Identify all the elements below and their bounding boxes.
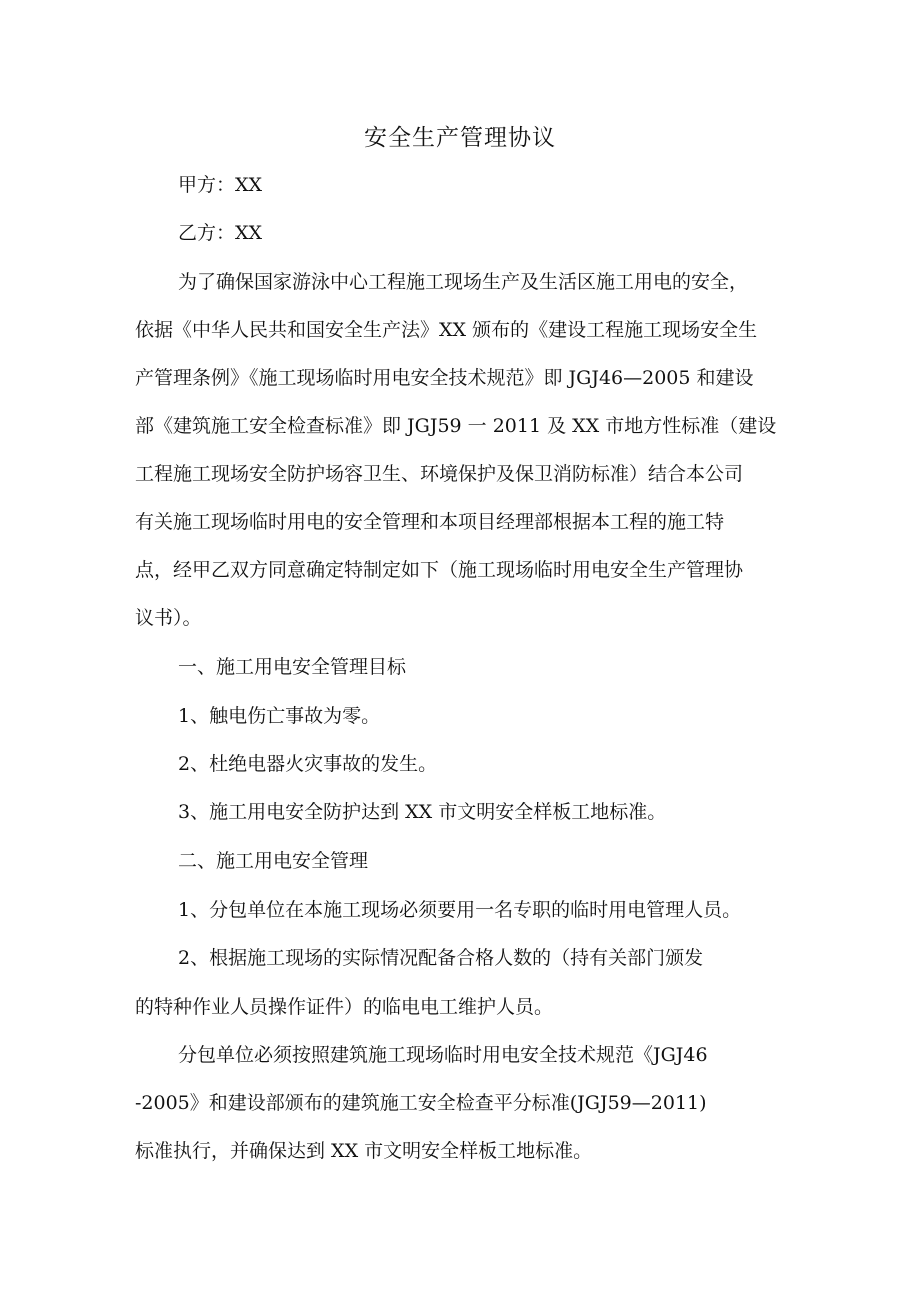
list-item: 2、杜绝电器火灾事故的发生。	[178, 753, 438, 775]
list-item: 1、触电伤亡事故为零。	[178, 705, 381, 727]
party-a: 甲方：XX	[178, 174, 263, 196]
party-b: 乙方：XX	[178, 222, 263, 244]
list-item: 3、施工用电安全防护达到 XX 市文明安全样板工地标准。	[178, 801, 667, 823]
intro-line: 依据《中华人民共和国安全生产法》XX 颁布的《建设工程施工现场安全生	[135, 319, 758, 341]
intro-line: 有关施工现场临时用电的安全管理和本项目经理部根据本工程的施工特	[135, 511, 725, 533]
list-item: 1、分包单位在本施工现场必须要用一名专职的临时用电管理人员。	[178, 899, 742, 921]
section-heading: 二、施工用电安全管理	[178, 850, 369, 872]
section-heading: 一、施工用电安全管理目标	[178, 656, 407, 678]
intro-line: 产管理条例》《施工现场临时用电安全技术规范》即 JGJ46—2005 和建设	[135, 367, 754, 389]
paragraph-line: -2005》和建设部颁布的建筑施工安全检查平分标准(JGJ59—2011)	[135, 1092, 707, 1114]
list-item-continuation: 的特种作业人员操作证件）的临电电工维护人员。	[135, 996, 554, 1018]
document-title: 安全生产管理协议	[364, 125, 556, 151]
paragraph-line: 标准执行，并确保达到 XX 市文明安全样板工地标准。	[135, 1140, 593, 1162]
intro-line: 议书）。	[135, 607, 202, 629]
intro-line: 工程施工现场安全防护场容卫生、环境保护及保卫消防标准）结合本公司	[135, 463, 744, 485]
intro-line: 为了确保国家游泳中心工程施工现场生产及生活区施工用电的安全，	[178, 271, 749, 293]
intro-line: 部《建筑施工安全检查标准》即 JGJ59 一 2011 及 XX 市地方性标准（建设	[135, 415, 777, 437]
intro-line: 点，经甲乙双方同意确定特制定如下（施工现场临时用电安全生产管理协	[135, 559, 744, 581]
list-item: 2、根据施工现场的实际情况配备合格人数的（持有关部门颁发	[178, 947, 704, 969]
paragraph-line: 分包单位必须按照建筑施工现场临时用电安全技术规范《JGJ46	[178, 1044, 708, 1066]
